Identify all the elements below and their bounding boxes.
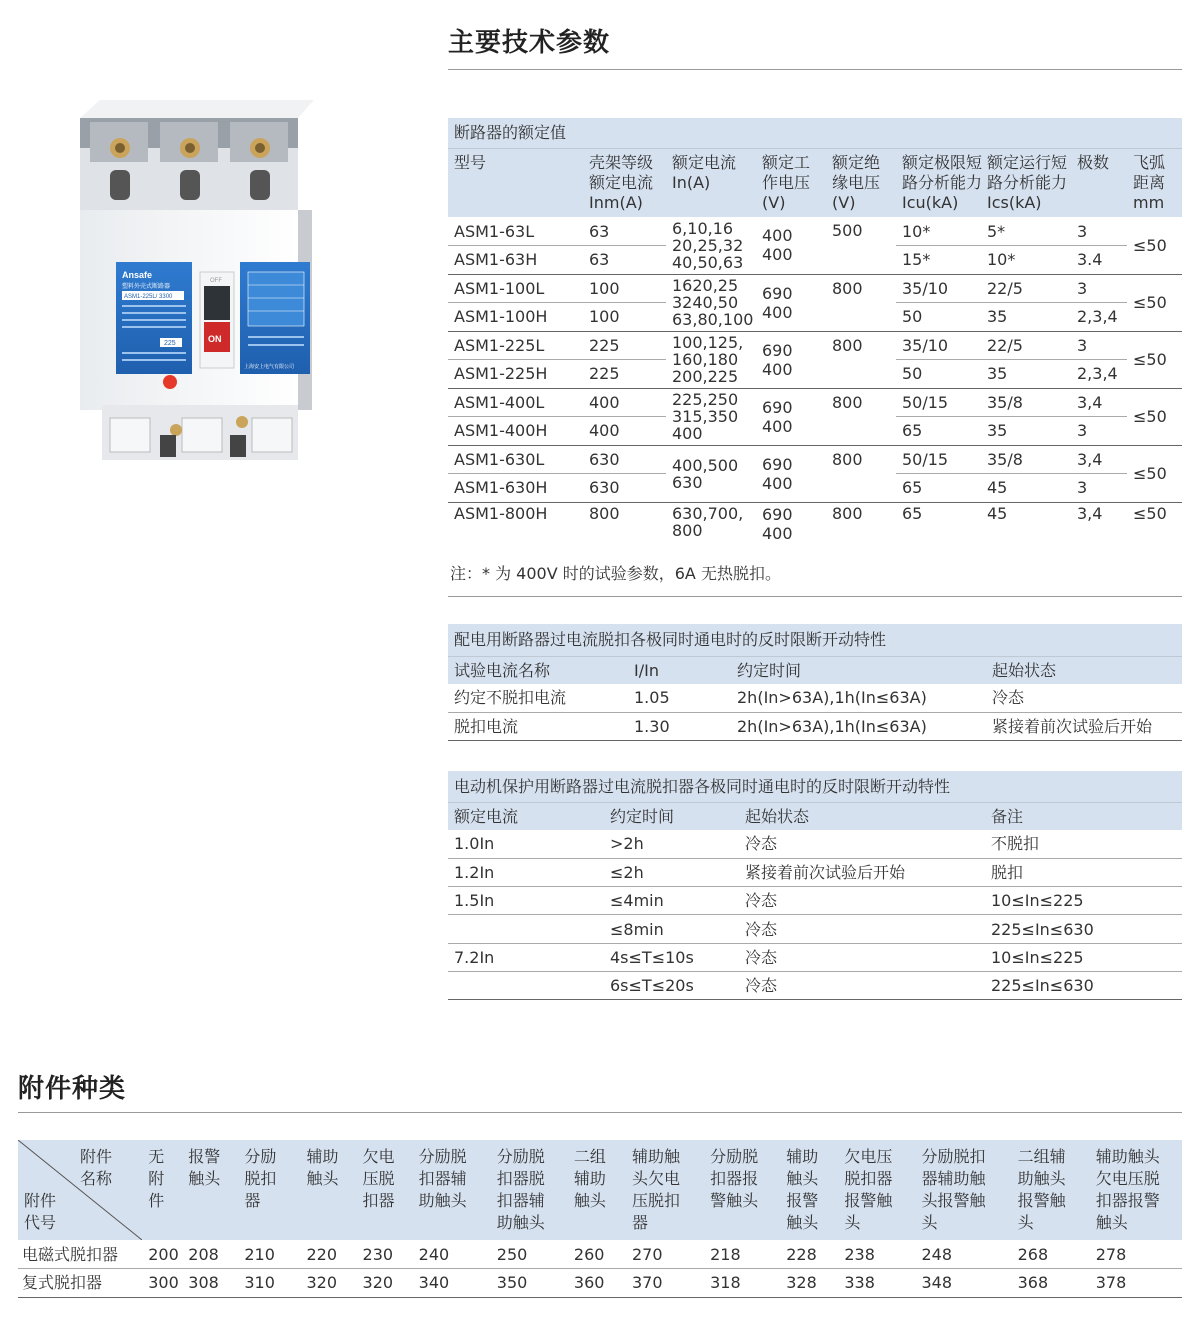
model-cell: ASM1-630H <box>448 474 583 503</box>
accessory-code-cell: 320 <box>357 1269 413 1298</box>
inm-cell: 400 <box>583 417 666 446</box>
distribution-cell: 2h(In>63A),1h(In≤63A) <box>731 684 986 712</box>
rated-header-cell: 飞弧 距离 mm <box>1133 152 1166 212</box>
breaker-product-image <box>80 100 316 462</box>
ics-cell: 35/8 <box>981 445 1071 474</box>
accessory-code-cell: 320 <box>300 1269 356 1298</box>
page-title: 主要技术参数 <box>448 28 611 58</box>
rated-row <box>448 217 1182 246</box>
distribution-section-title: 配电用断路器过电流脱扣各极同时通电时的反时限断开动特性 <box>448 624 1182 656</box>
motor-row <box>448 971 1182 999</box>
poles-cell: 3,4 <box>1071 445 1127 474</box>
motor-row <box>448 858 1182 886</box>
accessory-header-row <box>18 1140 1182 1240</box>
rated-header-cell: 极数 <box>1077 152 1110 172</box>
rated-voltage-cell: 690 400 <box>756 445 826 502</box>
ics-cell: 5* <box>981 217 1071 246</box>
accessory-header-cell: 辅助 触头 报警 触头 <box>786 1147 819 1232</box>
poles-cell: 3 <box>1071 274 1127 303</box>
model-cell: ASM1-63L <box>448 217 583 246</box>
icu-cell: 65 <box>896 417 981 446</box>
accessory-code-cell: 348 <box>915 1269 1011 1298</box>
rated-header-cell: 额定电流 In(A) <box>672 152 737 192</box>
rated-row <box>448 274 1182 303</box>
motor-cell: 10≤In≤225 <box>985 887 1182 915</box>
inm-cell: 63 <box>583 246 666 275</box>
accessory-table <box>18 1140 1182 1298</box>
inm-cell: 225 <box>583 360 666 389</box>
motor-row <box>448 943 1182 971</box>
rated-current-cell: 100,125, 160,180 200,225 <box>666 331 756 388</box>
accessory-code-cell: 260 <box>568 1240 626 1269</box>
arc-distance-cell: ≤50 <box>1127 217 1182 274</box>
poles-cell: 3 <box>1071 417 1127 446</box>
poles-cell: 3,4 <box>1077 503 1103 523</box>
arc-distance-cell: ≤50 <box>1127 331 1182 388</box>
accessory-code-cell: 300 <box>142 1269 182 1298</box>
distribution-cell: 1.05 <box>628 684 731 712</box>
accessory-code-cell: 218 <box>704 1240 780 1269</box>
distribution-cell: 紧接着前次试验后开始 <box>986 712 1182 740</box>
ics-cell: 35/8 <box>981 388 1071 417</box>
motor-cell: ≤2h <box>604 858 739 886</box>
ics-cell: 45 <box>987 503 1008 523</box>
rated-current-cell: 400,500 630 <box>666 445 756 502</box>
accessory-header-cell: 分励 脱扣 器 <box>244 1147 277 1210</box>
motor-header-cell: 备注 <box>991 806 1024 826</box>
arc-distance-cell: ≤50 <box>1127 388 1182 445</box>
distribution-header-cell: 起始状态 <box>992 660 1057 680</box>
accessory-code-cell: 338 <box>838 1269 915 1298</box>
icu-cell: 35/10 <box>896 274 981 303</box>
model-cell: ASM1-800H <box>454 503 548 523</box>
motor-section-title: 电动机保护用断路器过电流脱扣器各极同时通电时的反时限断开动特性 <box>448 771 1182 802</box>
ics-cell: 45 <box>981 474 1071 503</box>
accessory-header-cell: 分励脱 扣器脱 扣器辅 助触头 <box>496 1147 545 1232</box>
accessory-header-cell: 欠电压 脱扣器 报警触 头 <box>844 1147 893 1232</box>
accessory-corner-cell <box>18 1140 142 1240</box>
off-text: OFF <box>210 278 222 284</box>
icu-cell: 35/10 <box>896 331 981 360</box>
rated-section-title: 断路器的额定值 <box>448 118 1182 148</box>
poles-cell: 3,4 <box>1071 388 1127 417</box>
accessory-header-cell: 无 附 件 <box>148 1147 165 1210</box>
accessory-header-cell: 二组辅 助触头 报警触 头 <box>1017 1147 1066 1232</box>
rated-current-text: 225 <box>164 340 176 347</box>
model-cell: ASM1-400L <box>448 388 583 417</box>
insulation-voltage-cell: 800 <box>832 503 863 523</box>
rated-row <box>448 445 1182 474</box>
accessory-header-cell: 辅助触 头欠电 压脱扣 器 <box>631 1147 680 1232</box>
accessory-code-cell: 360 <box>568 1269 626 1298</box>
insulation-voltage-cell: 800 <box>826 274 896 331</box>
arc-distance-cell: ≤50 <box>1133 503 1167 523</box>
icu-cell: 50/15 <box>896 388 981 417</box>
trip-type-cell: 复式脱扣器 <box>18 1269 142 1298</box>
accessory-code-cell: 340 <box>413 1269 491 1298</box>
icu-cell: 65 <box>902 503 923 523</box>
distribution-header-cell: 约定时间 <box>737 660 802 680</box>
distribution-table <box>448 624 1182 741</box>
inm-cell: 630 <box>583 474 666 503</box>
accessory-code-cell: 268 <box>1012 1240 1090 1269</box>
rated-values-table <box>448 118 1182 546</box>
rated-body <box>448 217 1182 546</box>
motor-cell <box>448 915 604 943</box>
poles-cell: 3 <box>1071 331 1127 360</box>
motor-cell: 脱扣 <box>985 858 1182 886</box>
accessory-code-cell: 230 <box>357 1240 413 1269</box>
motor-row <box>448 915 1182 943</box>
icu-cell: 50/15 <box>896 445 981 474</box>
rated-row <box>448 502 1182 546</box>
product-name-text: 塑料外壳式断路器 <box>122 283 171 290</box>
rated-current-cell: 225,250 315,350 400 <box>666 388 756 445</box>
accessory-header-cell: 欠电 压脱 扣器 <box>362 1147 395 1210</box>
motor-cell: 4s≤T≤10s <box>604 943 739 971</box>
rated-header-row <box>448 148 1182 217</box>
distribution-cell: 约定不脱扣电流 <box>448 684 628 712</box>
inm-cell: 100 <box>583 274 666 303</box>
model-cell: ASM1-100H <box>448 303 583 332</box>
inm-cell: 630 <box>583 445 666 474</box>
product-model-text: ASM1-225L/ 3300 <box>124 294 173 300</box>
ics-cell: 22/5 <box>981 274 1071 303</box>
arc-distance-cell: ≤50 <box>1127 274 1182 331</box>
note-rule <box>448 596 1182 597</box>
rated-voltage-cell: 400 400 <box>756 217 826 274</box>
motor-cell: 1.5In <box>448 887 604 915</box>
accessory-header-cell: 分励脱 扣器报 警触头 <box>710 1147 759 1210</box>
accessory-row <box>18 1269 1182 1298</box>
rated-voltage-cell: 690 400 <box>756 331 826 388</box>
distribution-cell: 脱扣电流 <box>448 712 628 740</box>
model-cell: ASM1-630L <box>448 445 583 474</box>
motor-cell: 1.2In <box>448 858 604 886</box>
motor-cell: 10≤In≤225 <box>985 943 1182 971</box>
motor-cell: >2h <box>604 830 739 858</box>
icu-cell: 50 <box>896 360 981 389</box>
accessory-code-cell: 328 <box>780 1269 838 1298</box>
ics-cell: 35 <box>981 360 1071 389</box>
title-rule <box>448 69 1182 70</box>
motor-cell: 6s≤T≤20s <box>604 971 739 999</box>
ics-cell: 22/5 <box>981 331 1071 360</box>
motor-cell: 1.0In <box>448 830 604 858</box>
insulation-voltage-cell: 800 <box>826 388 896 445</box>
model-cell: ASM1-100L <box>448 274 583 303</box>
inm-cell: 400 <box>583 388 666 417</box>
rated-voltage-cell: 690 400 <box>756 388 826 445</box>
distribution-row <box>448 684 1182 712</box>
ics-cell: 35 <box>981 417 1071 446</box>
accessory-code-cell: 270 <box>626 1240 704 1269</box>
accessory-code-cell: 200 <box>142 1240 182 1269</box>
on-text: ON <box>208 334 222 344</box>
rated-header-cell: 额定运行短 路分析能力 Ics(kA) <box>987 152 1068 212</box>
icu-cell: 50 <box>896 303 981 332</box>
distribution-row <box>448 712 1182 740</box>
accessory-code-cell: 240 <box>413 1240 491 1269</box>
insulation-voltage-cell: 500 <box>826 217 896 274</box>
accessory-section-title: 附件种类 <box>18 1074 127 1104</box>
accessory-code-cell: 350 <box>491 1269 568 1298</box>
poles-cell: 3.4 <box>1071 246 1127 275</box>
rated-header-cell: 额定工 作电压 (V) <box>762 152 811 212</box>
inm-cell: 225 <box>583 331 666 360</box>
accessory-header-cell: 辅助 触头 <box>306 1147 339 1188</box>
motor-cell: 7.2In <box>448 943 604 971</box>
accessory-code-cell: 378 <box>1090 1269 1182 1298</box>
brand-text: Ansafe <box>122 270 153 280</box>
accessory-code-cell: 310 <box>238 1269 300 1298</box>
motor-row <box>448 830 1182 858</box>
accessory-code-cell: 278 <box>1090 1240 1182 1269</box>
accessory-code-cell: 370 <box>626 1269 704 1298</box>
arc-distance-cell: ≤50 <box>1127 445 1182 502</box>
rated-row <box>448 331 1182 360</box>
motor-cell: ≤8min <box>604 915 739 943</box>
rated-header-cell: 型号 <box>454 152 487 172</box>
motor-row <box>448 887 1182 915</box>
motor-cell: 冷态 <box>739 830 985 858</box>
poles-cell: 3 <box>1071 474 1127 503</box>
motor-header-cell: 起始状态 <box>745 806 810 826</box>
icu-cell: 65 <box>896 474 981 503</box>
model-cell: ASM1-225L <box>448 331 583 360</box>
accessory-code-cell: 210 <box>238 1240 300 1269</box>
accessory-header-cell: 分励脱 扣器辅 助触头 <box>418 1147 467 1210</box>
inm-cell: 63 <box>583 217 666 246</box>
motor-cell: 冷态 <box>739 887 985 915</box>
poles-cell: 2,3,4 <box>1071 303 1127 332</box>
insulation-voltage-cell: 800 <box>826 445 896 502</box>
accessory-code-cell: 248 <box>915 1240 1011 1269</box>
ics-cell: 10* <box>981 246 1071 275</box>
trip-type-cell: 电磁式脱扣器 <box>18 1240 142 1269</box>
accessory-code-cell: 238 <box>838 1240 915 1269</box>
accessory-code-cell: 318 <box>704 1269 780 1298</box>
icu-cell: 15* <box>896 246 981 275</box>
rated-note: 注：* 为 400V 时的试验参数，6A 无热脱扣。 <box>450 564 781 583</box>
motor-cell: 冷态 <box>739 915 985 943</box>
motor-cell: 冷态 <box>739 943 985 971</box>
accessory-header-cell: 报警 触头 <box>188 1147 221 1188</box>
corner-bottom-label: 附件 代号 <box>24 1191 57 1232</box>
motor-cell: 225≤In≤630 <box>985 971 1182 999</box>
accessory-header-cell: 分励脱扣 器辅助触 头报警触 头 <box>921 1147 986 1232</box>
maker-text: 上海安上电气有限公司 <box>244 364 295 370</box>
rated-header-cell: 额定极限短 路分析能力 Icu(kA) <box>902 152 983 212</box>
motor-cell: 不脱扣 <box>985 830 1182 858</box>
accessory-code-cell: 220 <box>300 1240 356 1269</box>
model-cell: ASM1-400H <box>448 417 583 446</box>
distribution-header-cell: I/In <box>634 660 659 680</box>
accessory-code-cell: 228 <box>780 1240 838 1269</box>
poles-cell: 3 <box>1071 217 1127 246</box>
distribution-cell: 冷态 <box>986 684 1182 712</box>
motor-cell: 冷态 <box>739 971 985 999</box>
accessory-code-cell: 208 <box>182 1240 238 1269</box>
accessory-header-cell: 二组 辅助 触头 <box>573 1147 606 1210</box>
icu-cell: 10* <box>896 217 981 246</box>
distribution-cell: 1.30 <box>628 712 731 740</box>
rated-header-cell: 壳架等级 额定电流 Inm(A) <box>589 152 654 212</box>
distribution-cell: 2h(In>63A),1h(In≤63A) <box>731 712 986 740</box>
model-cell: ASM1-225H <box>448 360 583 389</box>
rated-voltage-cell: 690 400 <box>762 504 793 543</box>
motor-table <box>448 771 1182 1000</box>
motor-cell <box>448 971 604 999</box>
accessory-code-cell: 250 <box>491 1240 568 1269</box>
motor-cell: 225≤In≤630 <box>985 915 1182 943</box>
accessory-row <box>18 1240 1182 1269</box>
insulation-voltage-cell: 800 <box>826 331 896 388</box>
poles-cell: 2,3,4 <box>1071 360 1127 389</box>
rated-current-cell: 1620,25 3240,50 63,80,100 <box>666 274 756 331</box>
rated-current-cell: 6,10,16 20,25,32 40,50,63 <box>666 217 756 274</box>
distribution-header-row <box>448 656 1182 684</box>
ics-cell: 35 <box>981 303 1071 332</box>
model-cell: ASM1-63H <box>448 246 583 275</box>
corner-top-label: 附件 名称 <box>80 1147 113 1188</box>
motor-header-row <box>448 802 1182 830</box>
inm-cell: 100 <box>583 303 666 332</box>
accessory-code-cell: 368 <box>1012 1269 1090 1298</box>
rated-row <box>448 388 1182 417</box>
inm-cell: 800 <box>589 503 620 523</box>
rated-voltage-cell: 690 400 <box>756 274 826 331</box>
accessory-code-cell: 308 <box>182 1269 238 1298</box>
motor-header-cell: 额定电流 <box>454 806 519 826</box>
motor-cell: ≤4min <box>604 887 739 915</box>
rated-header-cell: 额定绝 缘电压 (V) <box>832 152 881 212</box>
motor-cell: 紧接着前次试验后开始 <box>739 858 985 886</box>
distribution-header-cell: 试验电流名称 <box>454 660 551 680</box>
rated-current-cell: 630,700, 800 <box>672 503 744 540</box>
motor-header-cell: 约定时间 <box>610 806 675 826</box>
accessory-header-cell: 辅助触头 欠电压脱 扣器报警 触头 <box>1095 1147 1160 1232</box>
accessory-rule <box>18 1112 1182 1113</box>
